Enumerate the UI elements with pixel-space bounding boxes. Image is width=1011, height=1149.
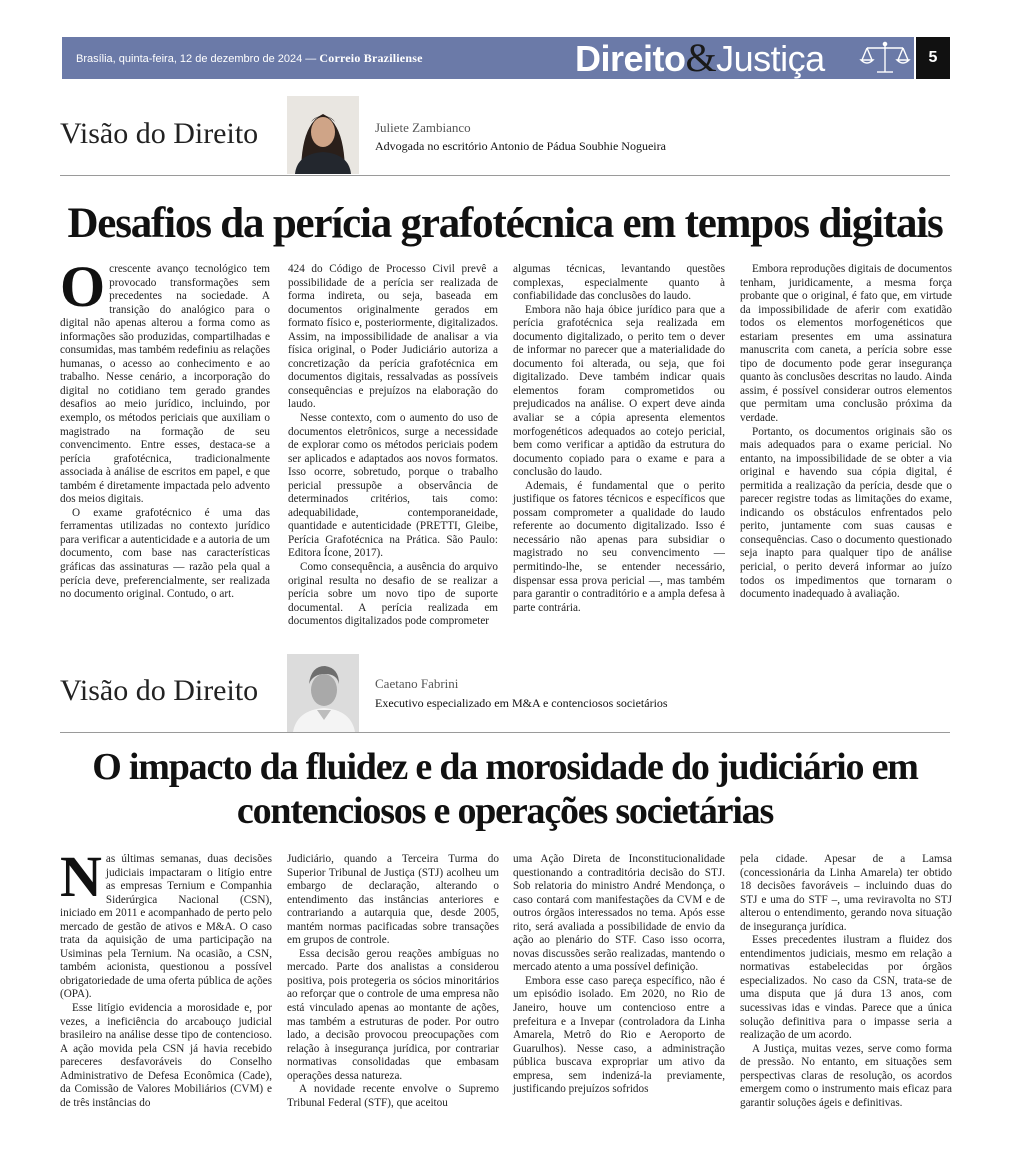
paragraph: 424 do Código de Processo Civil prevê a possibilidade de a perícia ser realizada de forma indireta, ou seja, baseada em documentos originalmente gerados em formato físico e, posteriormente, digitalizados. Assim, na impossibilidade de analisar a via física original, o Poder Judiciário autoriza a concretização da perícia grafotécnica em documentos digitais, ressalvadas as possíveis consequências e prejuízos na elaboração do laudo.	[288, 263, 498, 411]
author-role-1: Advogada no escritório Antonio de Pádua Soubhie Nogueira	[375, 139, 666, 153]
paragraph: crescente avanço tecnológico tem provocado transformações sem precedentes na sociedade. A transição do analógico para o digital não apenas alterou a forma como as informações são produzidas, compartilhadas e consumidas, mas também redefiniu as relações humanas, o acesso ao conhecimento e ao trabalho. Nesse cenário, a incorporação do digital no cotidiano tem gerado grandes desafios ao meio jurídico, incluindo, por exemplo, os métodos periciais que auxiliam o magistrado na formação de seu convencimento. Entre esses, destaca-se a perícia grafotécnica, tradicionalmente associada à análise de escritos em papel, e que também é diretamente impactada pelo advento dos meios digitais.	[60, 263, 271, 506]
publication-name: Correio Braziliense	[319, 51, 423, 65]
scales-of-justice-icon	[859, 40, 911, 76]
article2-col-1	[60, 844, 272, 1110]
dropcap-n: N	[60, 844, 102, 909]
page-number: 5	[928, 49, 938, 66]
column-label-1: Visão do Direito	[60, 117, 259, 150]
paragraph: Ademais, é fundamental que o perito justifique os fatores técnicos e específicos que possam comprometer a qualidade do laudo referente ao documento digitalizado. Isso é necessário não apenas para subsidiar o magistrado no seu convencimento — permitindo-lhe, se entender necessário, dispensar essa prova pericial —, mas também para garantir o contraditório e a ampla defesa à parte contrária.	[513, 479, 725, 614]
article1-col-1	[60, 254, 271, 602]
author-photo-caetano	[287, 654, 359, 732]
paragraph: A Justiça, muitas vezes, serve como forma de pressão. No entanto, em situações sem perspectivas claras de resolução, os acordos emergem como o instrumento mais eficaz para garantir soluções ágeis e definitivas.	[740, 1042, 952, 1109]
article2-col-3	[513, 853, 725, 1097]
author-name-1: Juliete Zambianco	[375, 120, 471, 135]
paragraph: O exame grafotécnico é uma das ferramentas utilizadas no contexto jurídico para verificar a autenticidade e a autoria de um documento, com base nas características gráficas das assinaturas — razão pela qual a perícia deve, preferencialmente, ser realizada no documento original. Contudo, o art.	[60, 506, 270, 601]
author-role-2: Executivo especializado em M&A e contenciosos societários	[375, 696, 668, 710]
article1-col-4	[740, 263, 952, 602]
header-dateline	[76, 51, 423, 66]
author-photo-juliete	[287, 96, 359, 174]
article1-col-2	[288, 263, 498, 629]
paragraph: Esse litígio evidencia a morosidade e, por vezes, a ineficiência do arcabouço judicial brasileiro na análise desse tipo de contencioso. A ação movida pela CSN já havia recebido pareceres desfavoráveis do Conselho Administrativo de Defesa Econômica (Cade), da Comissão de Valores Mobiliários (CVM) e de três instâncias do	[60, 1002, 272, 1109]
paragraph: Essa decisão gerou reações ambíguas no mercado. Parte dos analistas a considerou positiva, pois protegeria os sócios minoritários ao reforçar que o controle de uma empresa não está vinculado apenas ao montante de ações, mas também a estruturas de poder. Por outro lado, a decisão provocou preocupações com relação à insegurança jurídica, por contrariar normativas consolidadas que embasam operações dessa natureza.	[287, 947, 499, 1082]
paragraph: Esses precedentes ilustram a fluidez dos entendimentos judiciais, mesmo em relação a normativas estabelecidas por órgãos especializados. No caso da CSN, trata-se de uma disputa que já dura 13 anos, com sucessivas idas e vindas. Parece que a única solução definitiva para o impasse seria a realização de um acordo.	[740, 934, 952, 1042]
dropcap-o: O	[60, 254, 106, 319]
article2-col-4	[740, 853, 952, 1110]
paragraph: Portanto, os documentos originais são os mais adequados para o exame pericial. No entanto, na impossibilidade de se obter a via original e havendo sua cópia digital, é permitida a realização da perícia, desde que o parecer registre todas as limitações do exame, indicando os obstáculos enfrentados pelo perito, juntamente com suas causas e consequências. Caso o documento questionado seja inapto para qualquer tipo de análise pericial, o perito deverá informar ao juízo todos os impedimentos que tornaram o documento inadequado à avaliação.	[740, 425, 952, 601]
section-ampersand: &	[685, 35, 717, 80]
paragraph: uma Ação Direta de Inconstitucionalidade questionando a contraditória decisão do STJ. Sob relatoria do ministro André Mendonça, o caso contará com manifestações da CVM e de outros órgãos interessados no tema. Após esse rito, será avaliada a possibilidade de envio da ação ao plenário do STF. Caso isso ocorra, novas discussões serão realizadas, mantendo o mercado atento a uma possível definição.	[513, 853, 725, 974]
paragraph: algumas técnicas, levantando questões complexas, especialmente quanto à confiabilidade das conclusões do laudo.	[513, 263, 725, 303]
headline-2-line-2: contenciosos e operações societárias	[236, 790, 774, 832]
paragraph: as últimas semanas, duas decisões judiciais impactaram o litígio entre as empresas Ternium e Companhia Siderúrgica Nacional (CSN), iniciado em 2011 e acompanhado de perto pelo mercado de gestão de ativos e M&A. O caso trata da aquisição de uma participação na Usiminas pela Ternium. Na ocasião, a CSN, também acionista, questionou a possível obrigatoriedade de uma oferta pública de ações (OPA).	[60, 853, 272, 1001]
article2-col-2	[287, 853, 499, 1110]
paragraph: Judiciário, quando a Terceira Turma do Superior Tribunal de Justiça (STJ) acolheu um embargo de declaração, alterando o entendimento das instâncias anteriores e contrariando a autarquia que, desde 2005, mantém normas pacificadas sobre transações em grupos de controle.	[287, 853, 499, 947]
dateline-text: Brasília, quinta-feira, 12 de dezembro de 2024 —	[76, 53, 317, 65]
divider-rule-1	[60, 175, 950, 176]
section-word-justica: Justiça	[716, 38, 825, 79]
headline-1: Desafios da perícia grafotécnica em tempos digitais	[67, 200, 943, 247]
column-label-2: Visão do Direito	[60, 674, 259, 707]
paragraph: Embora reproduções digitais de documentos tenham, juridicamente, a mesma força probante que o original, é fato que, em virtude da impossibilidade de aferir com exatidão todos os elementos morfogenéticos que estariam presentes em uma assinatura manuscrita com caneta, a perícia sobre esse tipo de documento pode gerar insegurança quanto às conclusões descritas no laudo. Ainda assim, é possível considerar outros elementos que permitam uma conclusão próxima da verdade.	[740, 263, 952, 425]
paragraph: Nesse contexto, com o aumento do uso de documentos eletrônicos, surge a necessidade de explorar como os métodos periciais podem ser aplicados e adaptados aos novos formatos. Isso ocorre, sobretudo, porque o trabalho pericial pressupõe a observância de determinados critérios, tais como: adequabilidade, contemporaneidade, quantidade e autenticidade (PRETTI, Gleibe, Perícia Grafotécnica na Prática. São Paulo: Editora Ícone, 2017).	[288, 412, 498, 560]
paragraph: pela cidade. Apesar de a Lamsa (concessionária da Linha Amarela) ter obtido 18 decisões favoráveis – incluindo duas do STJ e uma do STF –, uma reviravolta no STJ alterou o entendimento, gerando nova situação de insegurança jurídica.	[740, 853, 952, 933]
headline-2	[30, 745, 980, 833]
author-name-2: Caetano Fabrini	[375, 676, 459, 691]
paragraph: Como consequência, a ausência do arquivo original resulta no desafio de se realizar a perícia sobre um novo tipo de suporte documental. A perícia realizada em documentos digitalizados pode comprometer	[288, 561, 498, 628]
section-title	[575, 35, 825, 80]
article1-col-3	[513, 263, 725, 615]
section-word-direito: Direito	[575, 38, 686, 79]
paragraph: Embora esse caso pareça específico, não é um episódio isolado. Em 2020, no Rio de Janeiro, houve um contencioso entre a prefeitura e a Invepar (controladora da Linha Amarela, Metrô do Rio e Aeroporto de Guarulhos). Nesse caso, a administração pública buscava expropriar um ativo da empresa, sem indenizá-la previamente, justificando prejuízos sofridos	[513, 974, 725, 1096]
divider-rule-2	[60, 732, 950, 733]
paragraph: Embora não haja óbice jurídico para que a perícia grafotécnica seja realizada em documento digitalizado, o perito tem o dever de informar no parecer que a materialidade do documento foi alterada, ou seja, que foi digitalizado. Deve também indicar quais elementos foram comprometidos ou prejudicados na análise. O expert deve ainda avaliar se a cópia apresenta elementos morfogenéticos adequados ao cotejo pericial, bem como verificar a aptidão da estrutura do documento copiado para o exame e para a conclusão do laudo.	[513, 303, 725, 479]
headline-2-line-1: O impacto da fluidez e da morosidade do judiciário em	[92, 746, 918, 788]
paragraph: A novidade recente envolve o Supremo Tribunal Federal (STF), que aceitou	[287, 1083, 499, 1109]
